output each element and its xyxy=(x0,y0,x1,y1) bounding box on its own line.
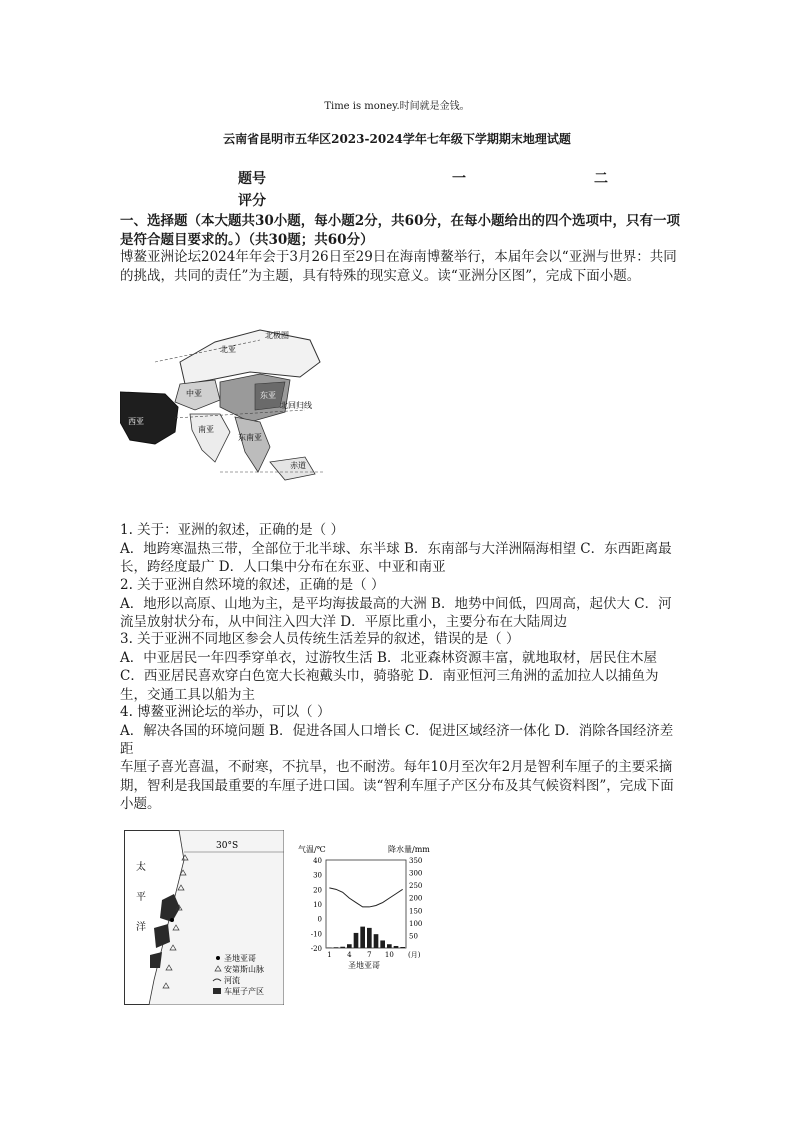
score-table-col-1: 一 xyxy=(452,171,466,187)
question-3 xyxy=(120,630,680,704)
legend-santiago: 圣地亚哥 xyxy=(224,954,256,963)
map-label-east-asia: 东亚 xyxy=(260,391,276,400)
section-1-heading: 一、选择题（本大题共30小题，每小题2分，共60分，在每小题给出的四个选项中，只有一项是符合题目要求的。）（共30题；共60分） xyxy=(120,213,680,248)
temp-tick: 40 xyxy=(313,857,322,865)
question-4 xyxy=(120,703,680,759)
question-options: A．地跨寒温热三带，全部位于北半球、东半球 B．东南部与大洋洲隔海相望 C．东西距离最长，跨经度最广 D．人口集中分布在东亚、中亚和南亚 xyxy=(120,540,672,575)
map-label-west-asia: 西亚 xyxy=(128,417,144,426)
question-options: A．解决各国的环境问题 B．促进各国人口增长 C．促进区域经济一体化 D．消除各国经济差距 xyxy=(120,722,674,757)
legend-andes: 安第斯山脉 xyxy=(224,965,264,974)
precip-bar-7 xyxy=(367,928,372,948)
santiago-climate-chart xyxy=(296,842,446,972)
month-tick: 7 xyxy=(367,951,372,959)
precip-tick: 350 xyxy=(409,857,423,865)
temp-axis-label: 气温/℃ xyxy=(298,845,326,854)
question-stem: 1. 关于：亚洲的叙述，正确的是（ ） xyxy=(120,522,344,538)
question-1 xyxy=(120,521,680,577)
precip-tick: 50 xyxy=(409,932,418,941)
precip-bar-11 xyxy=(394,946,399,948)
ocean-label-1: 太 xyxy=(136,862,146,873)
temp-tick: 0 xyxy=(317,915,322,924)
precip-tick: 150 xyxy=(409,907,423,916)
map-label-central-asia: 中亚 xyxy=(186,389,202,398)
precip-bar-8 xyxy=(374,934,379,948)
month-tick: 4 xyxy=(347,951,352,959)
latitude-label: 30°S xyxy=(216,841,239,851)
question-stem: 3. 关于亚洲不同地区参会人员传统生活差异的叙述，错误的是（ ） xyxy=(120,631,520,647)
precip-bar-2 xyxy=(334,947,339,948)
temp-tick: 20 xyxy=(313,886,322,895)
precip-bar-4 xyxy=(347,944,352,948)
precip-axis-label: 降水量/mm xyxy=(388,845,430,854)
score-table-col-2: 二 xyxy=(594,171,608,187)
precip-bar-6 xyxy=(360,927,365,948)
ocean-label-3: 洋 xyxy=(136,922,146,933)
precip-tick: 250 xyxy=(409,882,423,891)
temp-tick: -20 xyxy=(310,945,322,953)
precip-bar-9 xyxy=(380,940,385,948)
temp-tick: 30 xyxy=(313,871,322,880)
page-motto: Time is money.时间就是金钱。 xyxy=(324,101,470,112)
map-label-tropic: 北回归线 xyxy=(280,401,312,410)
month-tick: 1 xyxy=(327,951,332,959)
precip-bar-5 xyxy=(354,933,359,948)
passage-2: 车厘子喜光喜温，不耐寒，不抗旱，也不耐涝。每年10月至次年2月是智利车厘子的主要采摘期，智利是我国最重要的车厘子进口国。读“智利车厘子产区分布及其气候资料图”，完成下面小题。 xyxy=(120,759,674,812)
temp-tick: 10 xyxy=(313,901,322,909)
question-stem: 4. 博鳌亚洲论坛的举办，可以（ ） xyxy=(120,704,331,720)
asia-regions-map xyxy=(120,322,330,492)
precip-bar-3 xyxy=(340,947,345,948)
map-label-southeast-asia: 东南亚 xyxy=(238,433,262,442)
map-label-equator: 赤道 xyxy=(290,461,306,470)
question-options: A．中亚居民一年四季穿单衣，过游牧生活 B．北亚森林资源丰富，就地取材，居民住木屋 C．西亚居民喜欢穿白色宽大长袍戴头巾，骑骆驼 D．南亚恒河三角洲的孟加拉人以捕鱼为生，交通工具以船为主 xyxy=(120,649,659,703)
legend-cherry-area: 车厘子产区 xyxy=(224,987,264,996)
legend-river: 河流 xyxy=(224,976,240,985)
precip-bar-12 xyxy=(400,947,405,948)
chile-cherry-map xyxy=(124,830,284,1005)
passage-1: 博鳌亚洲论坛2024年年会于3月26日至29日在海南博鳌举行，本届年会以“亚洲与世界：共同的挑战，共同的责任”为主题，具有特殊的现实意义。读“亚洲分区图”，完成下面小题。 xyxy=(120,249,677,284)
temperature-line xyxy=(329,888,402,907)
month-tick: (月) xyxy=(408,951,421,959)
score-table-score-label: 评分 xyxy=(238,193,266,209)
question-2 xyxy=(120,576,680,632)
question-options: A．地形以高原、山地为主，是平均海拔最高的大洲 B．地势中间低，四周高，起伏大 C．河流呈放射状分布，从中间注入四大洋 D．平原比重小，主要分布在大陆周边 xyxy=(120,595,672,630)
map-label-north-asia: 北亚 xyxy=(220,345,236,354)
map-label-south-asia: 南亚 xyxy=(198,425,214,434)
precip-tick: 100 xyxy=(409,919,423,928)
month-tick: 10 xyxy=(384,951,394,959)
station-label: 圣地亚哥 xyxy=(348,961,380,970)
precip-tick: 300 xyxy=(409,869,423,878)
exam-title: 云南省昆明市五华区2023-2024学年七年级下学期期末地理试题 xyxy=(223,132,571,146)
temp-tick: -10 xyxy=(310,930,322,939)
score-table-row-label: 题号 xyxy=(238,171,266,187)
map-label-arctic-circle: 北极圈 xyxy=(265,331,289,340)
precip-tick: 200 xyxy=(409,894,423,903)
precip-bar-1 xyxy=(327,947,332,948)
ocean-label-2: 平 xyxy=(136,892,146,903)
question-stem: 2. 关于亚洲自然环境的叙述，正确的是（ ） xyxy=(120,577,385,593)
precip-bar-10 xyxy=(387,944,392,948)
score-table-header xyxy=(238,168,618,186)
